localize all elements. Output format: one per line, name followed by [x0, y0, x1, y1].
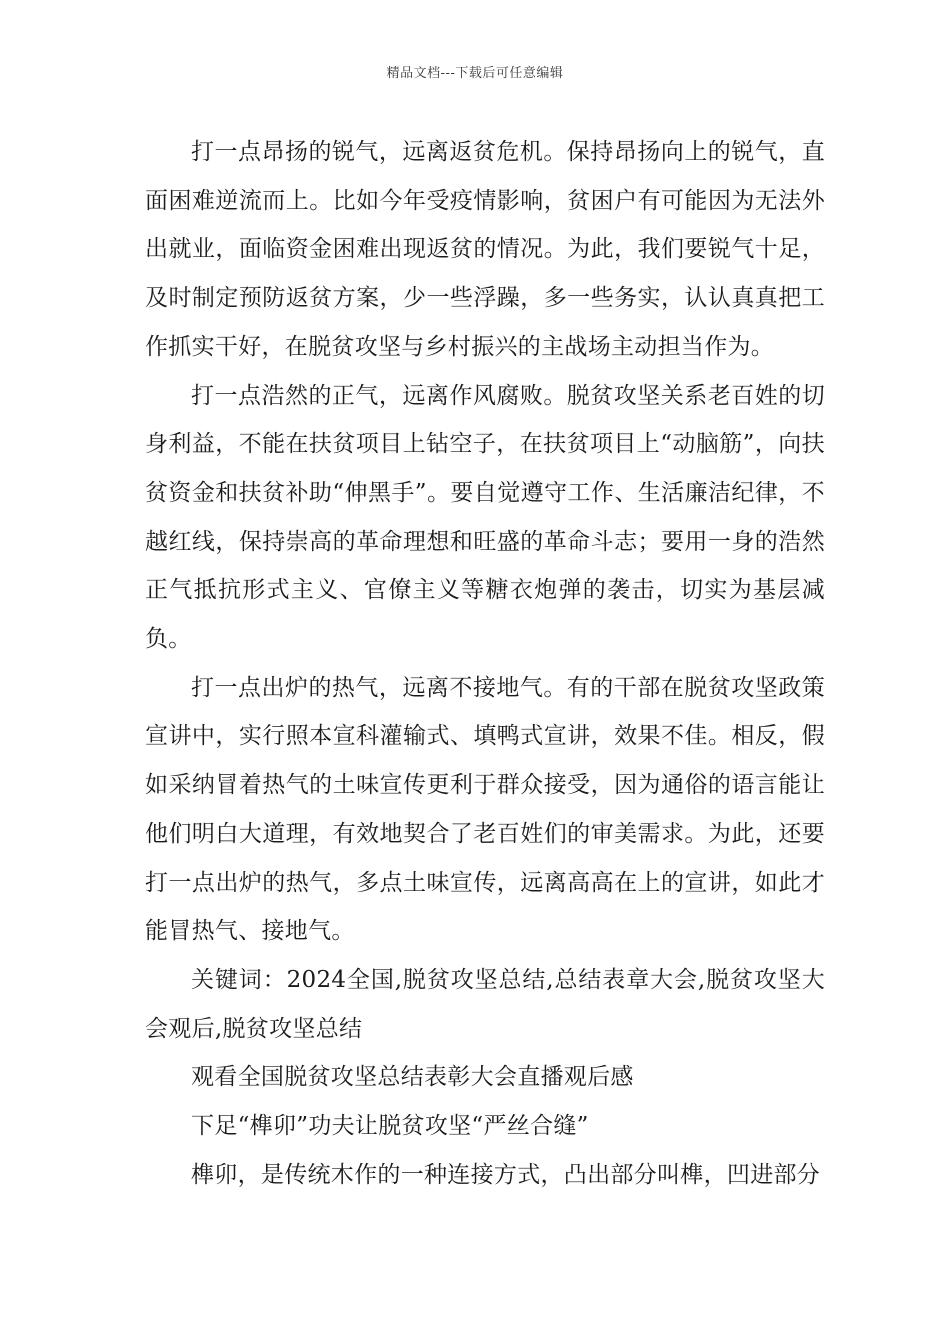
section-subtitle: 下足“榫卯”功夫让脱贫攻坚“严丝合缝” — [191, 1113, 589, 1140]
section-title: 观看全国脱贫攻坚总结表彰大会直播观后感 — [191, 1064, 634, 1091]
paragraph-3: 打一点出炉的热气，远离不接地气。有的干部在脱贫攻坚政策宣讲中，实行照本宣科灌输式、填鸭式宣讲，效果不佳。相反，假如采纳冒着热气的土味宣传更利于群众接受，因为通俗的语言能让他们明白大道理，有效地契合了老百姓们的审美需求。为此，还要打一点出炉的热气，多点土味宣传，远离高高在上的宣讲，如此才能冒热气、接地气。 — [145, 674, 825, 945]
paragraph-4: 榫卯，是传统木作的一种连接方式，凸出部分叫榫，凹进部分 — [191, 1161, 821, 1188]
paragraph-1: 打一点昂扬的锐气，远离返贫危机。保持昂扬向上的锐气，直面困难逆流而上。比如今年受疫情影响，贫困户有可能因为无法外出就业，面临资金困难出现返贫的情况。为此，我们要锐气十足，及时制定预防返贫方案，少一些浮躁，多一些务实，认认真真把工作抓实干好，在脱贫攻坚与乡村振兴的主战场主动担当作为。 — [145, 139, 825, 360]
page-header: 精品文档---下载后可任意编辑 — [386, 66, 564, 81]
document-body — [145, 128, 825, 1199]
keywords-paragraph: 关键词：2024全国,脱贫攻坚总结,总结表章大会,脱贫攻坚大会观后,脱贫攻坚总结 — [145, 966, 825, 1042]
paragraph-2: 打一点浩然的正气，远离作风腐败。脱贫攻坚关系老百姓的切身利益，不能在扶贫项目上钻空子，在扶贫项目上“动脑筋”，向扶贫资金和扶贫补助“伸黑手”。要自觉遵守工作、生活廉洁纪律，不越红线，保持崇高的革命理想和旺盛的革命斗志；要用一身的浩然正气抵抗形式主义、官僚主义等糖衣炮弹的袭击，切实为基层减负。 — [145, 382, 825, 653]
